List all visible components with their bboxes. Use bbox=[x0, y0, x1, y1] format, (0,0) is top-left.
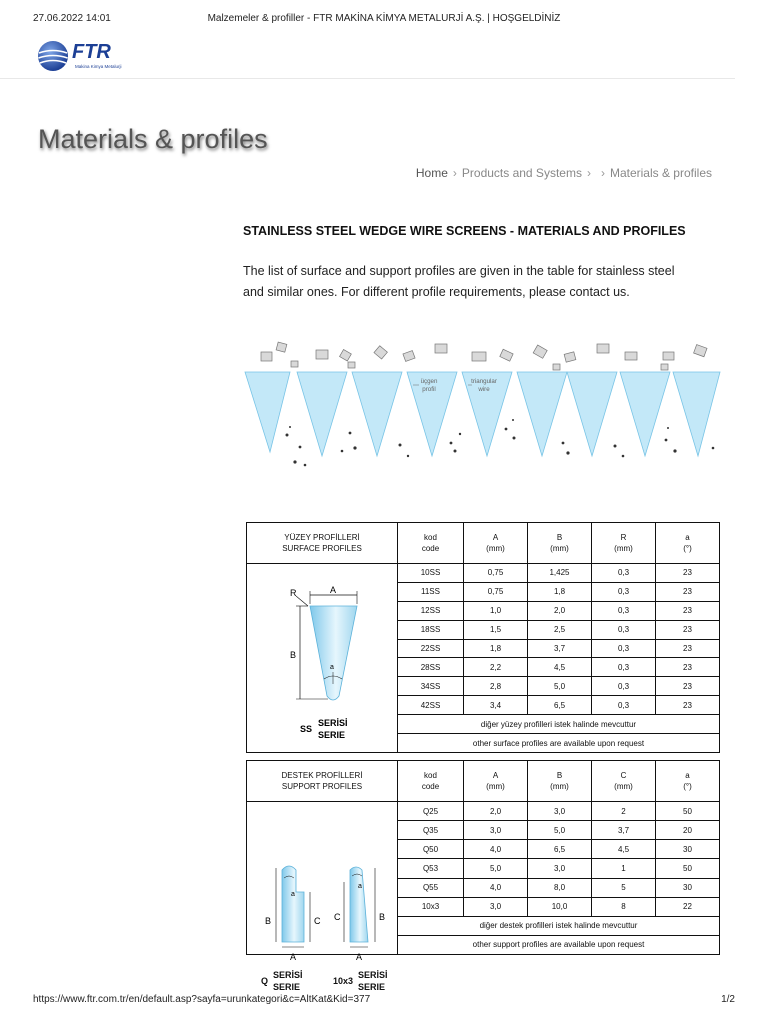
print-page-number: 1/2 bbox=[721, 994, 735, 1005]
fig-label-b: B bbox=[289, 650, 296, 660]
chevron-right-icon: › bbox=[586, 166, 591, 180]
fig-label-angle: a bbox=[329, 664, 334, 671]
cell: 34SS bbox=[398, 677, 464, 696]
col-head-b bbox=[528, 523, 592, 564]
fig-label-a-width: A bbox=[289, 952, 296, 962]
breadcrumb-item-current: Materials & profiles bbox=[609, 166, 712, 180]
col-en: (mm) bbox=[486, 544, 505, 553]
illus-label-tr-1: üçgen bbox=[420, 378, 438, 385]
cell: 0,3 bbox=[592, 620, 656, 639]
chevron-right-icon: › bbox=[452, 166, 457, 180]
col-head-r bbox=[592, 523, 656, 564]
cell: 10SS bbox=[398, 564, 464, 583]
illus-label-en-1: triangular bbox=[471, 378, 497, 385]
surface-profiles-table bbox=[246, 522, 720, 753]
cell: Q25 bbox=[398, 802, 464, 821]
cell: 1,0 bbox=[464, 601, 528, 620]
cell: 2,5 bbox=[528, 620, 592, 639]
cell: 3,0 bbox=[464, 897, 528, 916]
surface-profiles-head bbox=[247, 523, 398, 564]
page-title: Materials & profiles bbox=[38, 124, 268, 154]
cell: 0,3 bbox=[592, 582, 656, 601]
col-head-code bbox=[398, 761, 464, 802]
illus-label-tr-2: profil bbox=[422, 386, 436, 393]
x-serisi: SERİSİ bbox=[358, 970, 388, 980]
table-header-row bbox=[247, 523, 720, 564]
col-en: (mm) bbox=[550, 782, 569, 791]
fig-series-code: SS bbox=[299, 724, 312, 734]
wedge-wire-illustration bbox=[243, 338, 720, 478]
col-head-a bbox=[464, 761, 528, 802]
q-serisi: SERİSİ bbox=[273, 970, 303, 980]
cell: 11SS bbox=[398, 582, 464, 601]
cell: 30 bbox=[656, 878, 720, 897]
col-tr: kod bbox=[424, 771, 437, 780]
surface-note-en: other surface profiles are available upon request bbox=[398, 734, 720, 753]
cell: 22SS bbox=[398, 639, 464, 658]
table-header-row bbox=[247, 761, 720, 802]
cell: 3,0 bbox=[464, 821, 528, 840]
fig-serie: SERIE bbox=[317, 730, 345, 740]
col-en: (mm) bbox=[614, 782, 633, 791]
cell: 23 bbox=[656, 677, 720, 696]
logo-text: FTR bbox=[72, 41, 111, 63]
breadcrumb-item-products[interactable]: Products and Systems bbox=[461, 166, 582, 180]
col-tr: C bbox=[620, 771, 627, 780]
col-tr: a bbox=[685, 771, 690, 780]
col-en: (mm) bbox=[614, 544, 633, 553]
cell: 2,8 bbox=[464, 677, 528, 696]
cell: 0,3 bbox=[592, 639, 656, 658]
illus-label-en-2: wire bbox=[478, 386, 490, 393]
support-profiles-head bbox=[247, 761, 398, 802]
cell: 3,7 bbox=[528, 639, 592, 658]
head-tr: DESTEK PROFİLLERİ bbox=[281, 771, 363, 780]
intro-paragraph: The list of surface and support profiles are given in the table for stainless steel and similar ones. For different profile requirements, please contact us. bbox=[243, 264, 675, 299]
cell: 1,5 bbox=[464, 620, 528, 639]
fig-label-angle-2: a bbox=[357, 883, 362, 890]
col-tr: A bbox=[492, 533, 499, 542]
cell: 4,5 bbox=[592, 840, 656, 859]
cell: 28SS bbox=[398, 658, 464, 677]
cell: 23 bbox=[656, 639, 720, 658]
print-datetime: 27.06.2022 14:01 bbox=[33, 13, 111, 24]
cell: 23 bbox=[656, 564, 720, 583]
col-head-code bbox=[398, 523, 464, 564]
table-row bbox=[247, 802, 720, 821]
cell: 5,0 bbox=[464, 859, 528, 878]
cell: 2,0 bbox=[464, 802, 528, 821]
fig-label-c: C bbox=[313, 916, 320, 926]
cell: 2,0 bbox=[528, 601, 592, 620]
surface-profile-figure bbox=[247, 564, 398, 753]
cell: 5,0 bbox=[528, 677, 592, 696]
breadcrumb bbox=[416, 166, 712, 180]
col-tr: B bbox=[556, 533, 563, 542]
col-tr: a bbox=[685, 533, 690, 542]
cell: 0,3 bbox=[592, 677, 656, 696]
ftr-logo[interactable] bbox=[37, 40, 137, 72]
header-divider bbox=[0, 78, 735, 79]
head-en: SUPPORT PROFILES bbox=[281, 782, 363, 791]
cell: 4,5 bbox=[528, 658, 592, 677]
cell: Q35 bbox=[398, 821, 464, 840]
support-profiles-table bbox=[246, 760, 720, 992]
cell: 2 bbox=[592, 802, 656, 821]
cell: 1,8 bbox=[464, 639, 528, 658]
fig-label-b-2: B bbox=[378, 912, 385, 922]
head-tr: YÜZEY PROFİLLERİ bbox=[284, 533, 360, 542]
cell: 3,7 bbox=[592, 821, 656, 840]
cell: 23 bbox=[656, 696, 720, 715]
cell: 1,8 bbox=[528, 582, 592, 601]
fig-label-r: R bbox=[289, 588, 296, 598]
cell: 50 bbox=[656, 802, 720, 821]
logo-subtitle: Makina Kimya Metalurji bbox=[75, 64, 122, 69]
col-en: (°) bbox=[683, 782, 692, 791]
surface-note-tr: diğer yüzey profilleri istek halinde mevcuttur bbox=[398, 715, 720, 734]
print-page-title: Malzemeler & profiller - FTR MAKİNA KİMYA METALURJİ A.Ş. | HOŞGELDİNİZ bbox=[207, 13, 561, 24]
cell: 0,3 bbox=[592, 564, 656, 583]
cell: 23 bbox=[656, 658, 720, 677]
col-head-a bbox=[464, 523, 528, 564]
cell: 8 bbox=[592, 897, 656, 916]
cell: Q55 bbox=[398, 878, 464, 897]
support-profile-figure bbox=[247, 802, 398, 992]
col-tr: kod bbox=[424, 533, 437, 542]
cell: 18SS bbox=[398, 620, 464, 639]
cell: 6,5 bbox=[528, 840, 592, 859]
fig-label-c-2: C bbox=[333, 912, 340, 922]
col-tr: B bbox=[556, 771, 563, 780]
cell: 8,0 bbox=[528, 878, 592, 897]
cell: 42SS bbox=[398, 696, 464, 715]
col-en: (mm) bbox=[550, 544, 569, 553]
cell: 50 bbox=[656, 859, 720, 878]
cell: Q53 bbox=[398, 859, 464, 878]
col-head-c bbox=[592, 761, 656, 802]
cell: 0,3 bbox=[592, 696, 656, 715]
cell: 0,3 bbox=[592, 658, 656, 677]
section-title: STAINLESS STEEL WEDGE WIRE SCREENS - MATERIALS AND PROFILES bbox=[243, 224, 686, 238]
col-head-angle bbox=[656, 523, 720, 564]
fig-serisi: SERİSİ bbox=[317, 718, 348, 728]
x-serie: SERIE bbox=[358, 982, 386, 992]
x-series-code: 10x3 bbox=[333, 976, 354, 986]
cell: 4,0 bbox=[464, 840, 528, 859]
cell: 10x3 bbox=[398, 897, 464, 916]
breadcrumb-home[interactable]: Home bbox=[415, 166, 448, 180]
col-head-b bbox=[528, 761, 592, 802]
cell: 23 bbox=[656, 601, 720, 620]
col-en: code bbox=[421, 782, 440, 791]
cell: 12SS bbox=[398, 601, 464, 620]
cell: 22 bbox=[656, 897, 720, 916]
col-en: (°) bbox=[683, 544, 692, 553]
cell: 5 bbox=[592, 878, 656, 897]
cell: 6,5 bbox=[528, 696, 592, 715]
fig-label-a-width: A bbox=[329, 585, 336, 595]
cell: 5,0 bbox=[528, 821, 592, 840]
q-series-code: Q bbox=[261, 976, 269, 986]
cell: 1,425 bbox=[528, 564, 592, 583]
cell: 0,75 bbox=[464, 582, 528, 601]
support-note-tr: diğer destek profilleri istek halinde mevcuttur bbox=[398, 916, 720, 935]
cell: 23 bbox=[656, 582, 720, 601]
cell: 2,2 bbox=[464, 658, 528, 677]
q-serie: SERIE bbox=[273, 982, 301, 992]
print-url: https://www.ftr.com.tr/en/default.asp?sayfa=urunkategori&c=AltKat&Kid=377 bbox=[33, 994, 371, 1005]
chevron-right-icon: › bbox=[600, 166, 605, 180]
cell: 30 bbox=[656, 840, 720, 859]
cell: 20 bbox=[656, 821, 720, 840]
support-note-en: other support profiles are available upon request bbox=[398, 935, 720, 954]
cell: Q50 bbox=[398, 840, 464, 859]
cell: 3,4 bbox=[464, 696, 528, 715]
cell: 1 bbox=[592, 859, 656, 878]
cell: 4,0 bbox=[464, 878, 528, 897]
table-row bbox=[247, 564, 720, 583]
fig-label-a-width-2: A bbox=[355, 952, 362, 962]
fig-label-angle: a bbox=[290, 891, 295, 898]
cell: 0,75 bbox=[464, 564, 528, 583]
cell: 23 bbox=[656, 620, 720, 639]
cell: 0,3 bbox=[592, 601, 656, 620]
col-head-angle bbox=[656, 761, 720, 802]
col-en: code bbox=[421, 544, 440, 553]
head-en: SURFACE PROFILES bbox=[282, 544, 362, 553]
cell: 3,0 bbox=[528, 802, 592, 821]
logo-globe-icon bbox=[37, 40, 69, 72]
col-tr: R bbox=[620, 533, 627, 542]
fig-label-b: B bbox=[264, 916, 271, 926]
ss-profile-drawing bbox=[248, 564, 397, 750]
col-tr: A bbox=[492, 771, 499, 780]
cell: 3,0 bbox=[528, 859, 592, 878]
support-profile-drawing bbox=[248, 802, 397, 962]
col-en: (mm) bbox=[486, 782, 505, 791]
cell: 10,0 bbox=[528, 897, 592, 916]
